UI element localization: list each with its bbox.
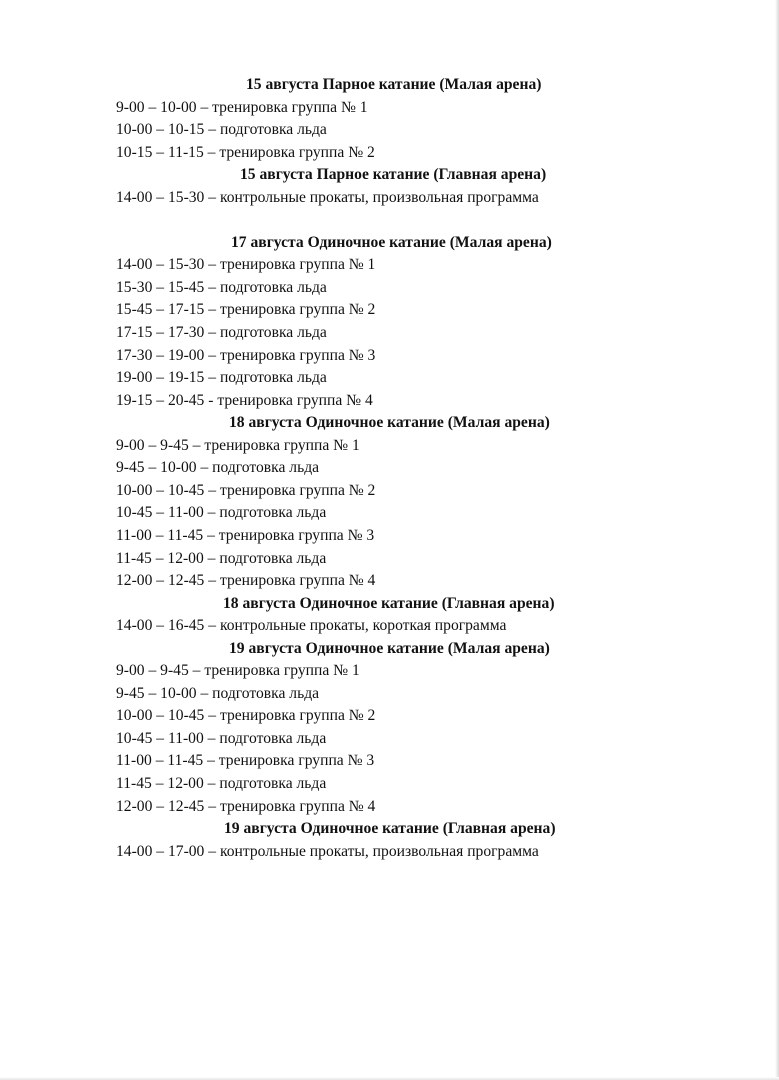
schedule-line: 17-30 – 19-00 – тренировка группа № 3 (116, 347, 376, 364)
schedule-line: 14-00 – 15-30 – тренировка группа № 1 (116, 256, 376, 273)
schedule-line: 12-00 – 12-45 – тренировка группа № 4 (116, 572, 376, 589)
schedule-line: 11-00 – 11-45 – тренировка группа № 3 (116, 527, 375, 544)
schedule-line: 10-00 – 10-45 – тренировка группа № 2 (116, 707, 376, 724)
schedule-line: 11-00 – 11-45 – тренировка группа № 3 (116, 752, 375, 769)
schedule-line: 10-15 – 11-15 – тренировка группа № 2 (116, 144, 375, 161)
schedule-line: 11-45 – 12-00 – подготовка льда (116, 775, 327, 792)
schedule-line: 19-15 – 20-45 - тренировка группа № 4 (116, 392, 373, 409)
schedule-line: 14-00 – 16-45 – контрольные прокаты, короткая программа (116, 617, 507, 634)
schedule-line: 9-00 – 9-45 – тренировка группа № 1 (116, 437, 360, 454)
page-edge-shadow (775, 0, 779, 1080)
section-heading: 15 августа Парное катание (Малая арена) (246, 76, 542, 93)
schedule-line: 11-45 – 12-00 – подготовка льда (116, 550, 327, 567)
schedule-line: 12-00 – 12-45 – тренировка группа № 4 (116, 798, 376, 815)
schedule-line: 10-45 – 11-00 – подготовка льда (116, 730, 327, 747)
schedule-line: 10-45 – 11-00 – подготовка льда (116, 504, 327, 521)
section-heading: 19 августа Одиночное катание (Малая арена) (229, 640, 550, 657)
schedule-line: 10-00 – 10-45 – тренировка группа № 2 (116, 482, 376, 499)
section-heading: 18 августа Одиночное катание (Малая арена) (229, 414, 550, 431)
section-heading: 17 августа Одиночное катание (Малая арена) (231, 234, 552, 251)
schedule-line: 9-45 – 10-00 – подготовка льда (116, 685, 320, 702)
schedule-line: 10-00 – 10-15 – подготовка льда (116, 121, 327, 138)
schedule-line: 9-00 – 9-45 – тренировка группа № 1 (116, 662, 360, 679)
schedule-line: 14-00 – 17-00 – контрольные прокаты, произвольная программа (116, 843, 539, 860)
schedule-line: 15-45 – 17-15 – тренировка группа № 2 (116, 301, 376, 318)
schedule-line: 9-45 – 10-00 – подготовка льда (116, 459, 320, 476)
schedule-line: 19-00 – 19-15 – подготовка льда (116, 369, 327, 386)
section-heading: 19 августа Одиночное катание (Главная арена) (224, 820, 556, 837)
section-heading: 18 августа Одиночное катание (Главная арена) (223, 595, 555, 612)
schedule-line: 9-00 – 10-00 – тренировка группа № 1 (116, 99, 368, 116)
schedule-line: 15-30 – 15-45 – подготовка льда (116, 279, 327, 296)
schedule-line: 17-15 – 17-30 – подготовка льда (116, 324, 327, 341)
section-heading: 15 августа Парное катание (Главная арена) (240, 166, 547, 183)
schedule-line: 14-00 – 15-30 – контрольные прокаты, произвольная программа (116, 189, 539, 206)
